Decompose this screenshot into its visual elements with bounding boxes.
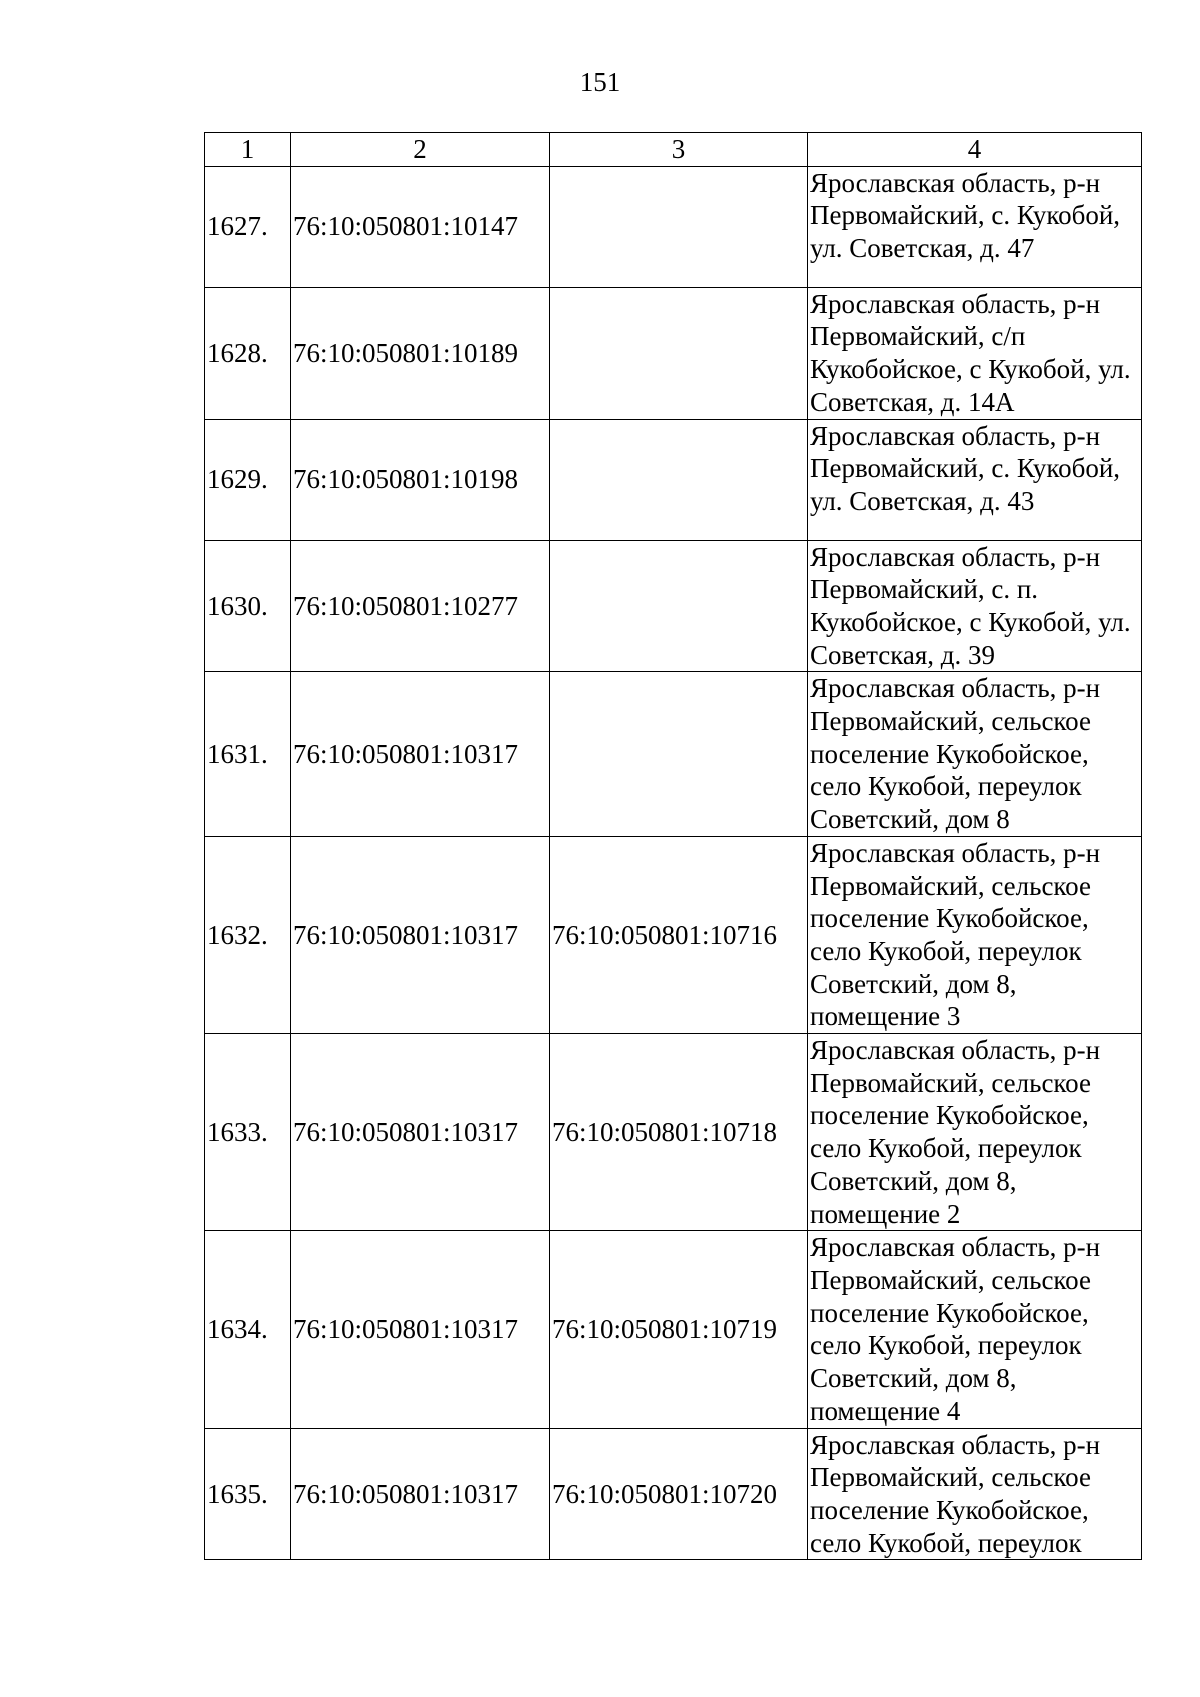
address-cell: Ярославская область, р-н Первомайский, с/п Кукобойское, с Кукобой, ул. Советская, д. 14А (808, 287, 1142, 419)
cadastral-number-cell: 76:10:050801:10277 (291, 540, 550, 672)
table-row (205, 1231, 1142, 1428)
table-row (205, 836, 1142, 1033)
column-header-3: 3 (550, 133, 808, 167)
address-cell: Ярославская область, р-н Первомайский, сельское поселение Кукобойское, село Кукобой, переулок Советский, дом 8, помещение 3 (808, 836, 1142, 1033)
row-number-cell: 1628. (205, 287, 291, 419)
address-cell: Ярославская область, р-н Первомайский, с. Кукобой, ул. Советская, д. 47 (808, 166, 1142, 287)
unit-cadastral-number-cell (550, 672, 808, 837)
row-number-cell: 1634. (205, 1231, 291, 1428)
unit-cadastral-number-cell (550, 287, 808, 419)
column-header-2: 2 (291, 133, 550, 167)
cadastral-number-cell: 76:10:050801:10317 (291, 1034, 550, 1231)
address-cell: Ярославская область, р-н Первомайский, сельское поселение Кукобойское, село Кукобой, переулок Советский, дом 8 (808, 672, 1142, 837)
address-cell: Ярославская область, р-н Первомайский, сельское поселение Кукобойское, село Кукобой, переулок Советский, дом 8, помещение 4 (808, 1231, 1142, 1428)
cadastral-number-cell: 76:10:050801:10317 (291, 672, 550, 837)
table-row (205, 1428, 1142, 1560)
cadastral-number-cell: 76:10:050801:10317 (291, 1231, 550, 1428)
page-number: 151 (579, 67, 621, 97)
table-row (205, 672, 1142, 837)
address-cell: Ярославская область, р-н Первомайский, с. п. Кукобойское, с Кукобой, ул. Советская, д. 39 (808, 540, 1142, 672)
column-header-1: 1 (205, 133, 291, 167)
address-cell: Ярославская область, р-н Первомайский, с. Кукобой, ул. Советская, д. 43 (808, 419, 1142, 540)
unit-cadastral-number-cell (550, 540, 808, 672)
table-row (205, 166, 1142, 287)
unit-cadastral-number-cell: 76:10:050801:10718 (550, 1034, 808, 1231)
cadastral-number-cell: 76:10:050801:10317 (291, 1428, 550, 1560)
unit-cadastral-number-cell (550, 166, 808, 287)
row-number-cell: 1632. (205, 836, 291, 1033)
unit-cadastral-number-cell: 76:10:050801:10719 (550, 1231, 808, 1428)
cadastral-number-cell: 76:10:050801:10189 (291, 287, 550, 419)
table-row (205, 1034, 1142, 1231)
cadastral-number-cell: 76:10:050801:10147 (291, 166, 550, 287)
row-number-cell: 1630. (205, 540, 291, 672)
row-number-cell: 1631. (205, 672, 291, 837)
address-cell: Ярославская область, р-н Первомайский, сельское поселение Кукобойское, село Кукобой, переулок Советский, дом 8, помещение 2 (808, 1034, 1142, 1231)
row-number-cell: 1629. (205, 419, 291, 540)
table-row (205, 419, 1142, 540)
table-header-row (205, 133, 1142, 167)
row-number-cell: 1633. (205, 1034, 291, 1231)
unit-cadastral-number-cell (550, 419, 808, 540)
row-number-cell: 1627. (205, 166, 291, 287)
unit-cadastral-number-cell: 76:10:050801:10716 (550, 836, 808, 1033)
property-registry-table (204, 132, 1142, 1560)
row-number-cell: 1635. (205, 1428, 291, 1560)
column-header-4: 4 (808, 133, 1142, 167)
cadastral-number-cell: 76:10:050801:10317 (291, 836, 550, 1033)
address-cell: Ярославская область, р-н Первомайский, сельское поселение Кукобойское, село Кукобой, переулок (808, 1428, 1142, 1560)
unit-cadastral-number-cell: 76:10:050801:10720 (550, 1428, 808, 1560)
cadastral-number-cell: 76:10:050801:10198 (291, 419, 550, 540)
table-row (205, 540, 1142, 672)
table-row (205, 287, 1142, 419)
